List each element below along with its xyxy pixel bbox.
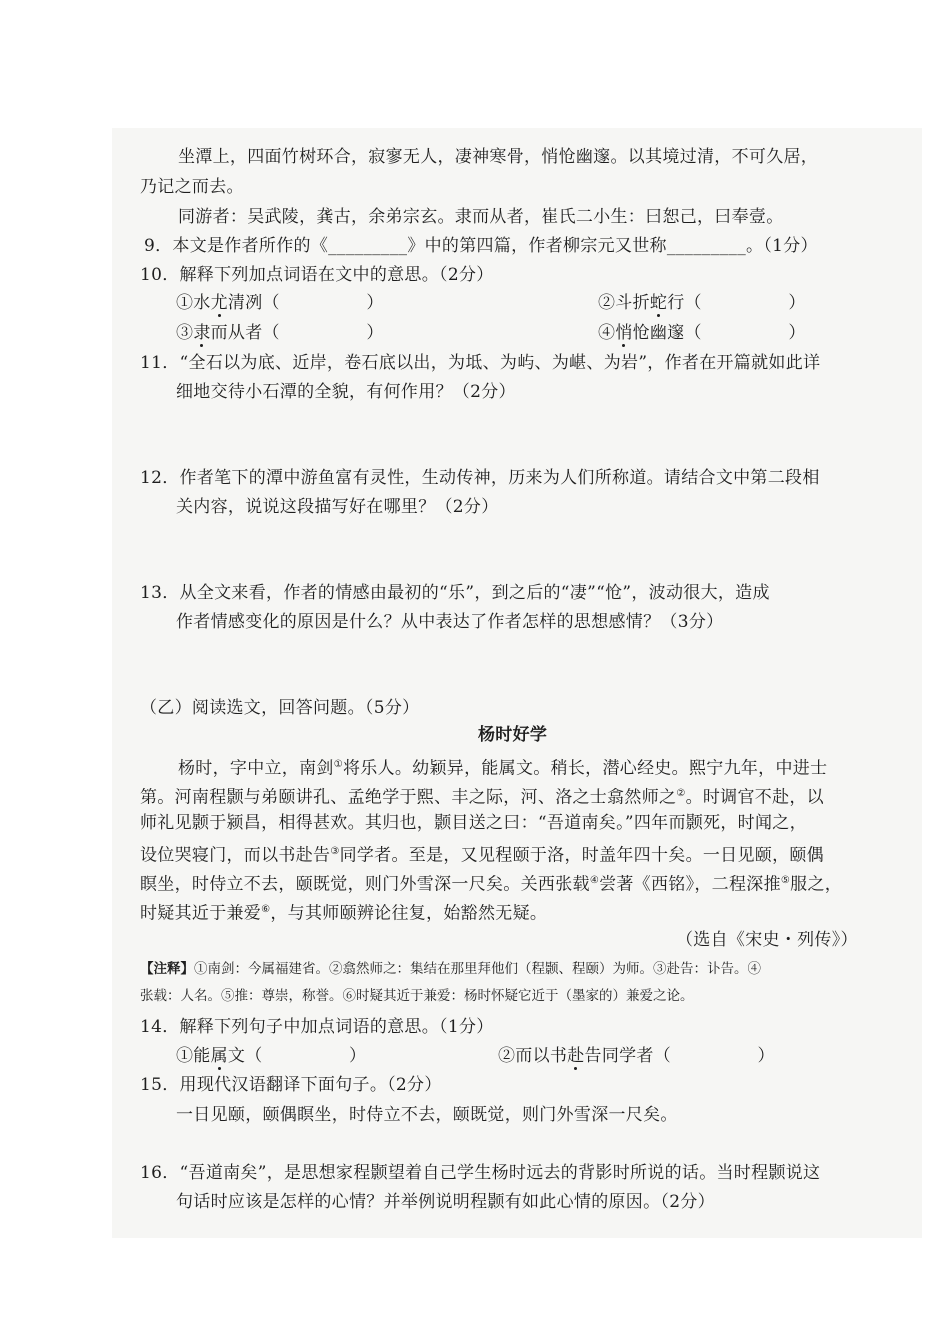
notes-line: 【注释】①南剑：今属福建省。②翕然师之：集结在那里拜他们（程颢、程颐）为师。③赴告：讣告。④ — [140, 961, 761, 977]
passage-line: 瞑坐，时侍立不去，颐既觉，则门外雪深一尺矣。关西张载④尝著《西铭》，二程深推⑤服之， — [140, 874, 843, 895]
question-11-line: 细地交待小石潭的全貌，有何作用？（2分） — [176, 382, 516, 402]
question-9: 9．本文是作者所作的《_________》中的第四篇，作者柳宗元又世称_________。（1分） — [144, 236, 818, 256]
passage-line: 坐潭上，四面竹树环合，寂寥无人，凄神寒骨，悄怆幽邃。以其境过清，不可久居， — [178, 147, 819, 167]
question-10-item-a: ①水尤清冽（ ） — [176, 293, 384, 313]
passage-line: 师礼见颢于颍昌，相得甚欢。其归也，颢目送之曰：“吾道南矣。”四年而颢死，时闻之， — [140, 813, 807, 833]
section-yi-heading: （乙）阅读选文，回答问题。（5分） — [140, 698, 420, 718]
question-10-stem: 10．解释下列加点词语在文中的意思。（2分） — [140, 265, 494, 285]
question-16-line: 句话时应该是怎样的心情？并举例说明程颢有如此心情的原因。（2分） — [176, 1192, 715, 1212]
passage-line: 同游者：吴武陵，龚古，余弟宗玄。隶而从者，崔氏二小生：曰恕己，曰奉壹。 — [178, 207, 784, 227]
question-13-line: 13．从全文来看，作者的情感由最初的“乐”，到之后的“凄”“怆”，波动很大，造成 — [140, 583, 770, 603]
question-14-stem: 14．解释下列句子中加点词语的意思。（1分） — [140, 1017, 494, 1037]
question-10-item-b: ②斗折蛇行（ ） — [598, 293, 806, 313]
notes-line: 张载：人名。⑤推：尊崇，称誉。⑥时疑其近于兼爱：杨时怀疑它近于（墨家的）兼爱之论。 — [140, 988, 694, 1004]
question-14-item-b: ②而以书赴告同学者（ ） — [498, 1046, 775, 1066]
passage-line: 杨时，字中立，南剑①将乐人。幼颖异，能属文。稍长，潜心经史。熙宁九年，中进士 — [178, 758, 828, 779]
passage-line: 时疑其近于兼爱⑥，与其师颐辨论往复，始豁然无疑。 — [140, 903, 548, 924]
question-10-item-c: ③隶而从者（ ） — [176, 323, 384, 343]
question-15-sentence: 一日见颐，颐偶瞑坐，时侍立不去，颐既觉，则门外雪深一尺矣。 — [176, 1105, 678, 1125]
question-14-item-a: ①能属文（ ） — [176, 1046, 367, 1066]
passage-line: 乃记之而去。 — [140, 177, 244, 197]
passage-line: 第。河南程颢与弟颐讲孔、孟绝学于熙、丰之际，河、洛之士翕然师之②。时调官不赴，以 — [140, 787, 824, 808]
question-10-item-d: ④悄怆幽邃（ ） — [598, 323, 806, 343]
source-citation: （选自《宋史・列传》） — [676, 930, 858, 950]
passage-title: 杨时好学 — [478, 725, 548, 745]
passage-line: 设位哭寝门，而以书赴告③同学者。至是，又见程颐于洛，时盖年四十矣。一日见颐，颐偶 — [140, 845, 824, 866]
question-13-line: 作者情感变化的原因是什么？从中表达了作者怎样的思想感情？（3分） — [176, 612, 724, 632]
question-12-line: 12．作者笔下的潭中游鱼富有灵性，生动传神，历来为人们所称道。请结合文中第二段相 — [140, 468, 820, 488]
question-12-line: 关内容，说说这段描写好在哪里？（2分） — [176, 497, 499, 517]
question-16-line: 16．“吾道南矣”，是思想家程颢望着自己学生杨时远去的背影时所说的话。当时程颢说这 — [140, 1163, 821, 1183]
question-15-stem: 15．用现代汉语翻译下面句子。（2分） — [140, 1075, 442, 1095]
question-11-line: 11．“全石以为底、近岸，卷石底以出，为坻、为屿、为嵁、为岩”，作者在开篇就如此详 — [140, 353, 821, 373]
